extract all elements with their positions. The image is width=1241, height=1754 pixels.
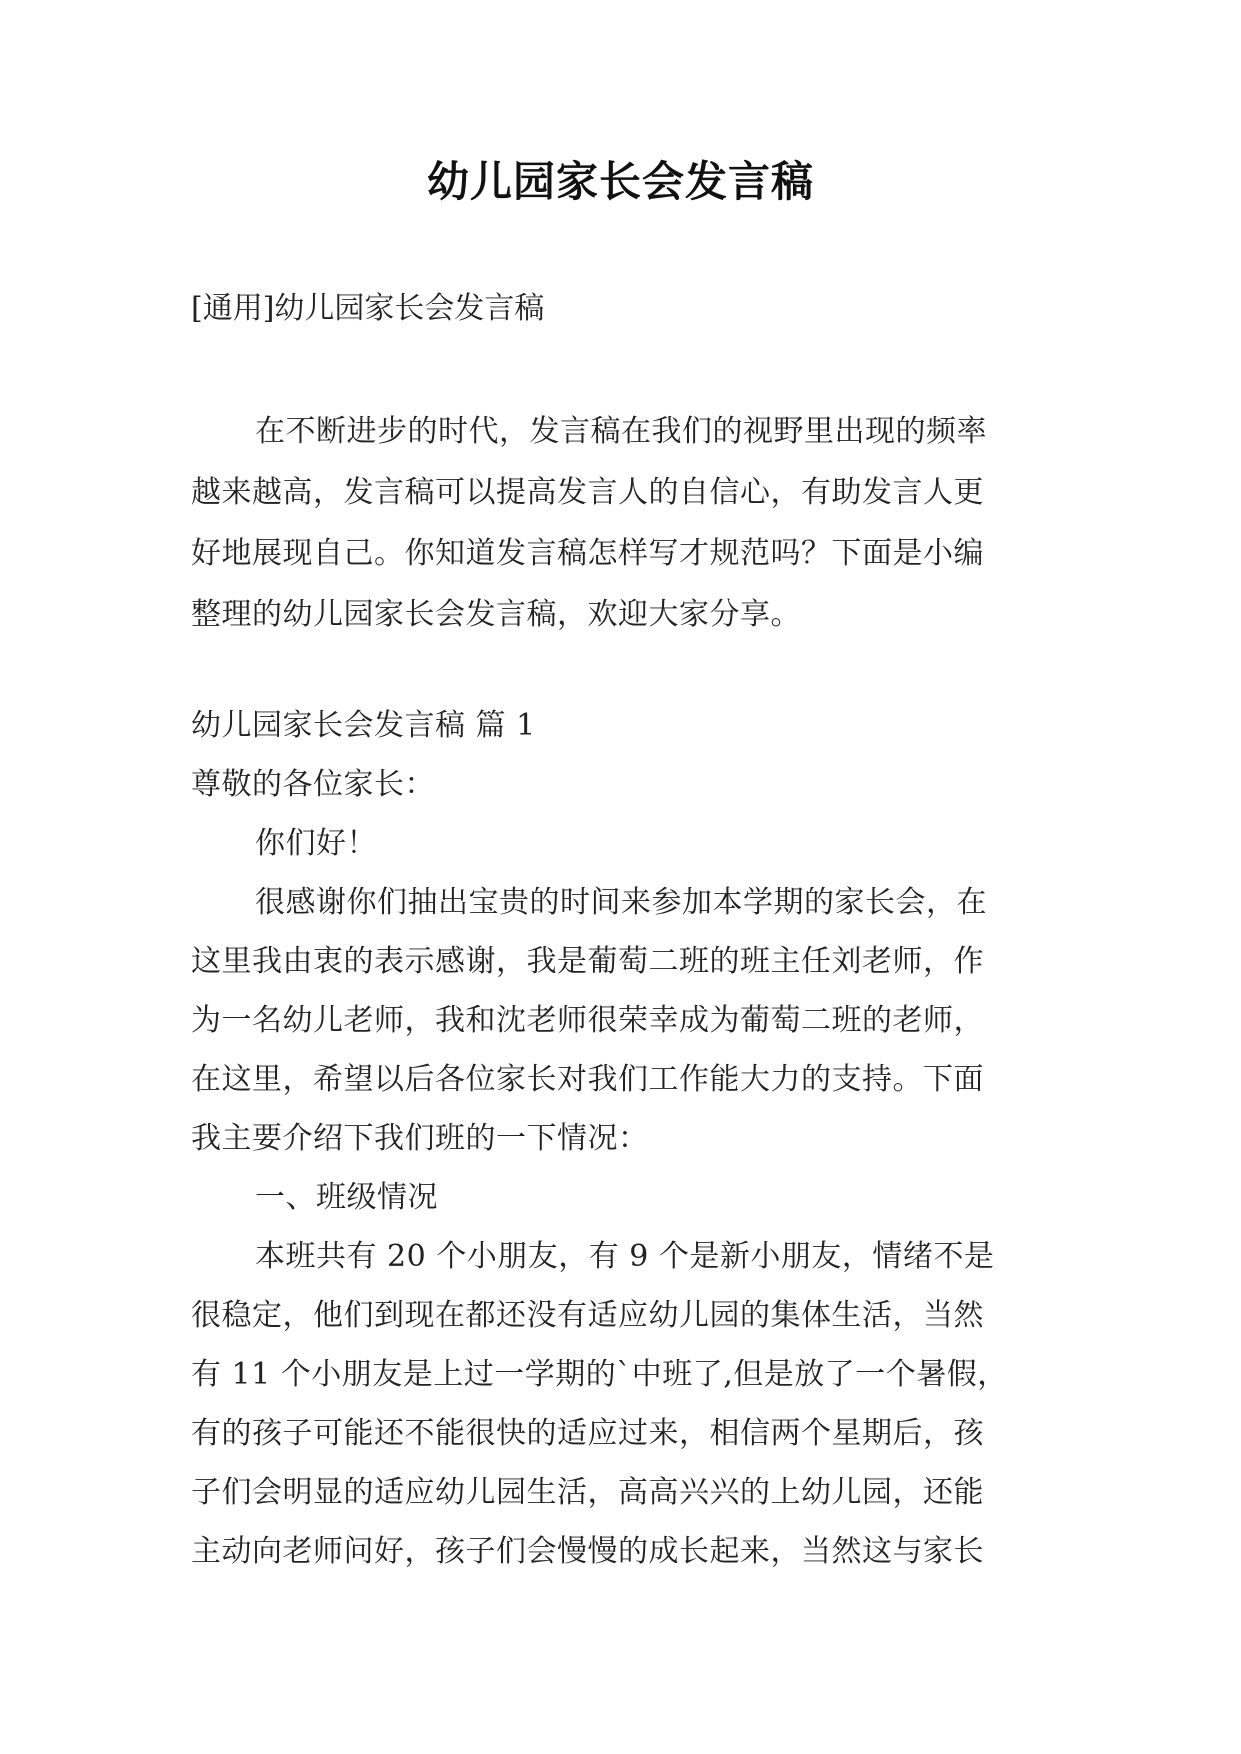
salutation: 尊敬的各位家长： (191, 767, 435, 802)
subheading: 一、班级情况 (255, 1180, 438, 1215)
intro-paragraph (191, 401, 1051, 645)
intro-line: 整理的幼儿园家长会发言稿，欢迎大家分享。 (191, 597, 801, 632)
paragraph-line: 在这里，希望以后各位家长对我们工作能大力的支持。下面 (191, 1062, 984, 1097)
document-title: 幼儿园家长会发言稿 (426, 157, 814, 206)
intro-line: 好地展现自己。你知道发言稿怎样写才规范吗？下面是小编 (191, 536, 984, 571)
paragraph-line: 主动向老师问好，孩子们会慢慢的成长起来，当然这与家长 (191, 1534, 984, 1569)
paragraph-line: 子们会明显的适应幼儿园生活，高高兴兴的上幼儿园，还能 (191, 1475, 984, 1510)
article-body (191, 696, 1051, 1581)
paragraph-line: 很感谢你们抽出宝贵的时间来参加本学期的家长会，在 (255, 885, 987, 920)
paragraph-line: 本班共有 20 个小朋友，有 9 个是新小朋友，情绪不是 (255, 1239, 995, 1274)
paragraph-line: 为一名幼儿老师，我和沈老师很荣幸成为葡萄二班的老师， (191, 1003, 984, 1038)
intro-line: 越来越高，发言稿可以提高发言人的自信心，有助发言人更 (191, 475, 984, 510)
paragraph-line: 有 11 个小朋友是上过一学期的`中班了,但是放了一个暑假， (191, 1357, 1008, 1392)
paragraph-line: 很稳定，他们到现在都还没有适应幼儿园的集体生活，当然 (191, 1298, 984, 1333)
paragraph-line: 这里我由衷的表示感谢，我是葡萄二班的班主任刘老师，作 (191, 944, 984, 979)
document-subtitle: [通用]幼儿园家长会发言稿 (191, 291, 545, 326)
greeting: 你们好！ (255, 826, 377, 861)
intro-line: 在不断进步的时代，发言稿在我们的视野里出现的频率 (255, 414, 987, 449)
paragraph-line: 有的孩子可能还不能很快的适应过来，相信两个星期后，孩 (191, 1416, 984, 1451)
paragraph-line: 我主要介绍下我们班的一下情况： (191, 1121, 649, 1156)
section-heading: 幼儿园家长会发言稿 篇 1 (191, 708, 536, 743)
